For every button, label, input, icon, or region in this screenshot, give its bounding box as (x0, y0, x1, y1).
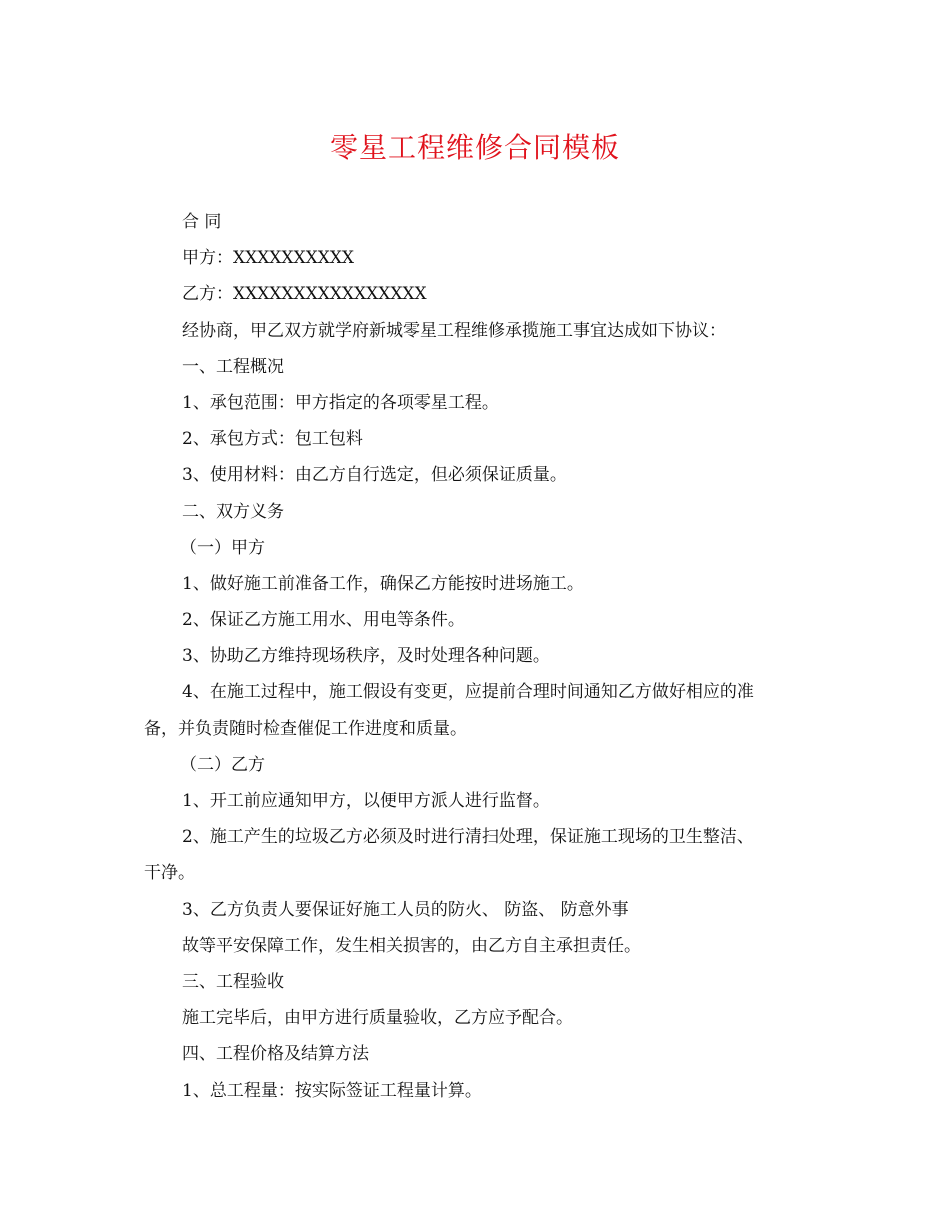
text-line: 4、在施工过程中，施工假设有变更，应提前合理时间通知乙方做好相应的准 (182, 682, 754, 703)
subsection-heading: （一）甲方 (180, 537, 265, 558)
text-line: 2、承包方式：包工包料 (182, 429, 363, 450)
text-line: 乙方：XXXXXXXXXXXXXXXX (182, 284, 427, 305)
text-line: 3、乙方负责人要保证好施工人员的防火、 防盗、 防意外事 (182, 899, 629, 920)
document-title: 零星工程维修合同模板 (329, 131, 620, 164)
text-line: 甲方：XXXXXXXXXX (182, 248, 355, 269)
subsection-heading: （二）乙方 (180, 754, 265, 775)
text-line: 合 同 (182, 212, 222, 232)
text-line: 故等平安保障工作，发生相关损害的，由乙方自主承担责任。 (182, 935, 641, 956)
text-line: 2、保证乙方施工用水、用电等条件。 (182, 610, 465, 631)
section-heading: 一、工程概况 (182, 356, 284, 377)
section-heading: 四、工程价格及结算方法 (182, 1044, 369, 1065)
text-line: 3、协助乙方维持现场秩序，及时处理各种问题。 (182, 646, 550, 667)
text-line: 3、使用材料：由乙方自行选定，但必须保证质量。 (182, 465, 567, 486)
text-line: 1、做好施工前准备工作，确保乙方能按时进场施工。 (182, 573, 584, 594)
text-line-continuation: 备，并负责随时检查催促工作进度和质量。 (144, 718, 467, 739)
text-line: 1、承包范围：甲方指定的各项零星工程。 (182, 392, 499, 413)
text-line-continuation: 干净。 (144, 863, 195, 884)
document-body (144, 204, 810, 1109)
section-heading: 三、工程验收 (182, 971, 284, 992)
section-heading: 二、双方义务 (182, 501, 284, 522)
text-line: 2、施工产生的垃圾乙方必须及时进行清扫处理，保证施工现场的卫生整洁、 (182, 827, 754, 848)
text-line: 经协商，甲乙双方就学府新城零星工程维修承揽施工事宜达成如下协议： (182, 320, 726, 341)
text-line: 1、总工程量：按实际签证工程量计算。 (182, 1080, 482, 1101)
text-line: 1、开工前应通知甲方，以便甲方派人进行监督。 (182, 791, 550, 811)
text-line: 施工完毕后，由甲方进行质量验收，乙方应予配合。 (182, 1008, 573, 1029)
